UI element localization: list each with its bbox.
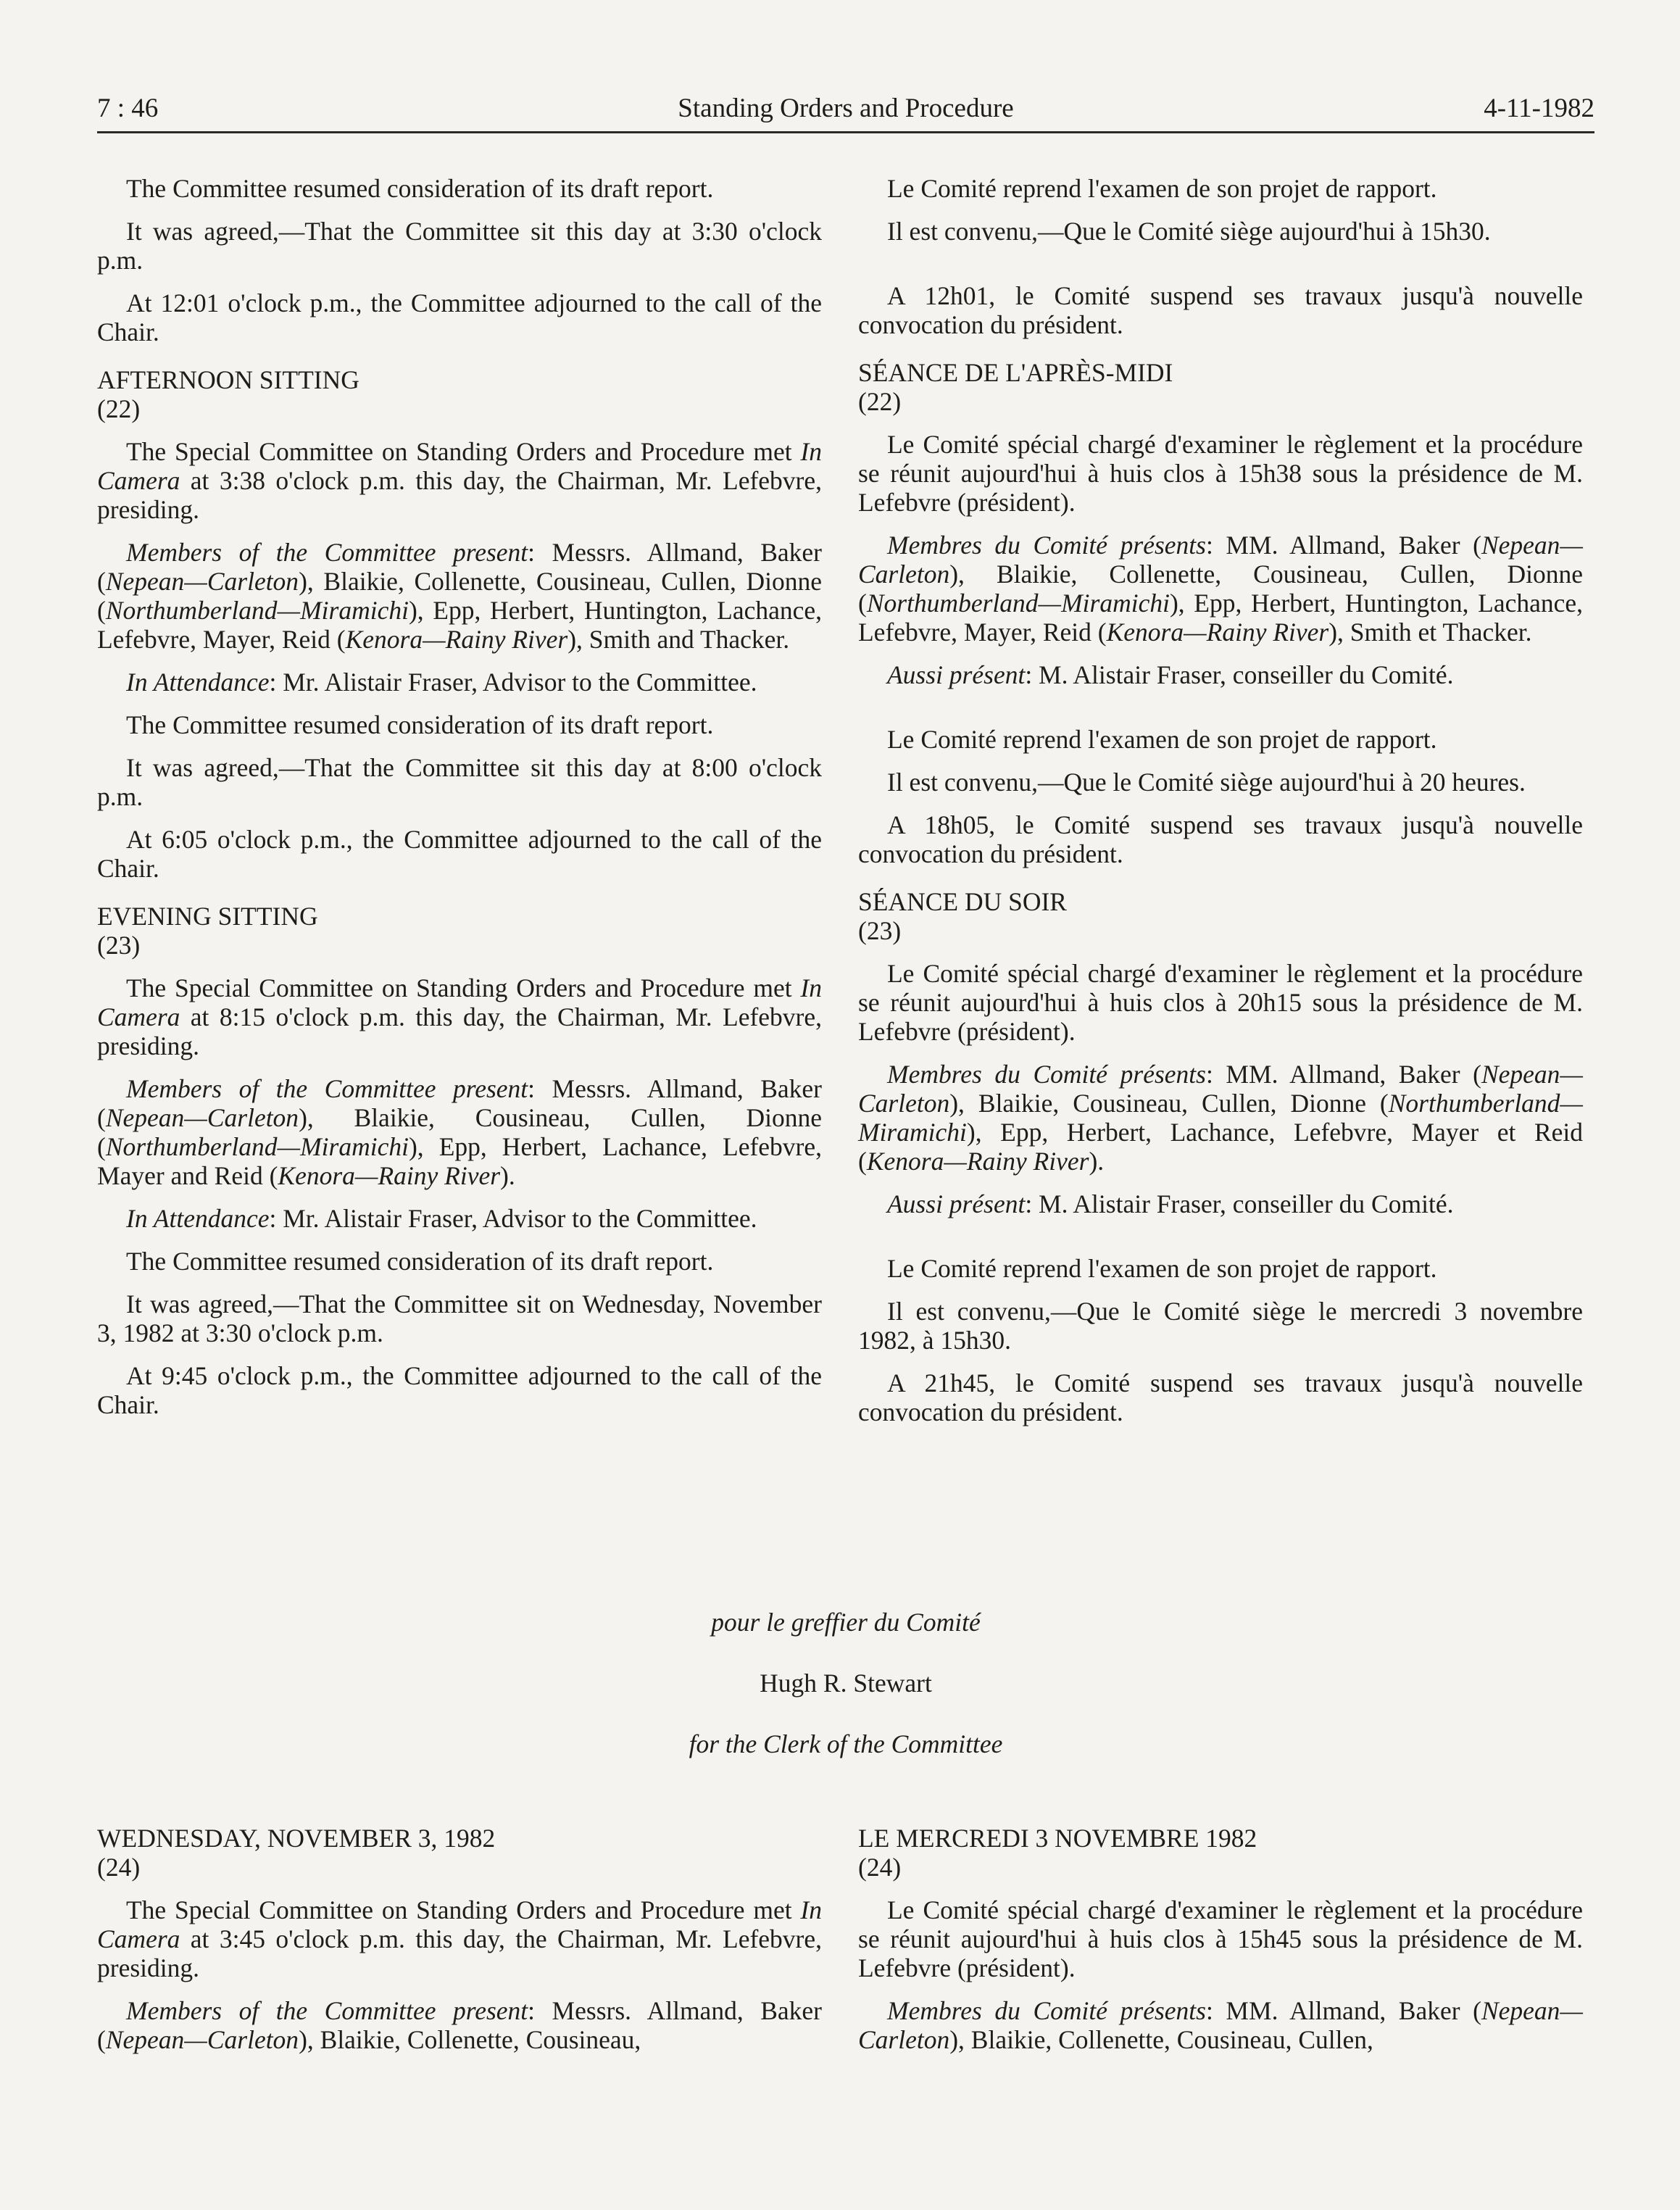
members-present: Membres du Comité présents: MM. Allmand, Baker (Nepean—Carleton), Blaikie, Collenette, Cousineau, Cullen, Dionne (Northumberland—Miramichi), Epp, Herbert, Huntington, Lachance, Lefebvre, Mayer, Reid (Kenora—Rainy River), Smith et Thacker.: [858, 531, 1583, 647]
sitting-number: (23): [97, 931, 141, 960]
paragraph: Le Comité spécial chargé d'examiner le règlement et la procédure se réunit aujourd'hui à huis clos à 15h45 sous la présidence de M. Lefebvre (président).: [858, 1895, 1583, 1982]
members-present: Membres du Comité présents: MM. Allmand, Baker (Nepean—Carleton), Blaikie, Collenette, Cousineau, Cullen,: [858, 1996, 1583, 2054]
in-attendance: In Attendance: Mr. Alistair Fraser, Advisor to the Committee.: [126, 1204, 757, 1233]
sitting-number: (24): [858, 1853, 902, 1882]
header-date: 4-11-1982: [1484, 94, 1594, 123]
paragraph: Il est convenu,—Que le Comité siège le mercredi 3 novembre 1982, à 15h30.: [858, 1297, 1583, 1355]
heading-text: AFTERNOON SITTING: [97, 365, 359, 394]
section-heading-wednesday: [97, 1824, 822, 1882]
paragraph: The Special Committee on Standing Orders and Procedure met In Camera at 3:45 o'clock p.m. this day, the Chairman, Mr. Lefebvre, presiding.: [97, 1895, 822, 1982]
section-heading-evening: [97, 902, 822, 960]
paragraph: At 6:05 o'clock p.m., the Committee adjourned to the call of the Chair.: [97, 825, 822, 883]
members-present: Members of the Committee present: Messrs. Allmand, Baker (Nepean—Carleton), Blaikie, Cousineau, Cullen, Dionne (Northumberland—Miramichi), Epp, Herbert, Lachance, Lefebvre, Mayer and Reid (Kenora—Rainy River).: [97, 1074, 822, 1190]
running-title: Standing Orders and Procedure: [678, 94, 1014, 123]
paragraph: It was agreed,—That the Committee sit this day at 3:30 o'clock p.m.: [97, 217, 822, 275]
paragraph: A 18h05, le Comité suspend ses travaux jusqu'à nouvelle convocation du président.: [858, 810, 1583, 868]
page-number: 7 : 46: [97, 94, 159, 123]
paragraph: Il est convenu,—Que le Comité siège aujourd'hui à 20 heures.: [887, 768, 1526, 797]
members-present: Membres du Comité présents: MM. Allmand, Baker (Nepean—Carleton), Blaikie, Cousineau, Cullen, Dionne (Northumberland—Miramichi), Epp, Herbert, Lachance, Lefebvre, Mayer et Reid (Kenora—Rainy River).: [858, 1060, 1583, 1176]
heading-text: WEDNESDAY, NOVEMBER 3, 1982: [97, 1824, 496, 1853]
signature-for-clerk-en: for the Clerk of the Committee: [689, 1729, 1003, 1758]
paragraph: Le Comité spécial chargé d'examiner le règlement et la procédure se réunit aujourd'hui à huis clos à 15h38 sous la présidence de M. Lefebvre (président).: [858, 430, 1583, 517]
heading-text: LE MERCREDI 3 NOVEMBRE 1982: [858, 1824, 1257, 1853]
signature-name: Hugh R. Stewart: [760, 1669, 932, 1698]
sitting-number: (22): [858, 387, 902, 416]
french-wednesday-section: [858, 1824, 1583, 2068]
paragraph: Le Comité spécial chargé d'examiner le règlement et la procédure se réunit aujourd'hui à huis clos à 20h15 sous la présidence de M. Lefebvre (président).: [858, 959, 1583, 1046]
paragraph: At 12:01 o'clock p.m., the Committee adjourned to the call of the Chair.: [97, 288, 822, 346]
english-wednesday-section: [97, 1824, 822, 2068]
heading-text: EVENING SITTING: [97, 902, 318, 931]
in-attendance: Aussi présent: M. Alistair Fraser, conseiller du Comité.: [887, 660, 1454, 689]
sitting-number: (22): [97, 394, 141, 423]
section-heading-wednesday: [858, 1824, 1583, 1882]
members-present: Members of the Committee present: Messrs. Allmand, Baker (Nepean—Carleton), Blaikie, Collenette, Cousineau,: [97, 1996, 822, 2054]
members-present: Members of the Committee present: Messrs. Allmand, Baker (Nepean—Carleton), Blaikie, Collenette, Cousineau, Cullen, Dionne (Northumberland—Miramichi), Epp, Herbert, Huntington, Lachance, Lefebvre, Mayer, Reid (Kenora—Rainy River), Smith and Thacker.: [97, 538, 822, 654]
paragraph: At 9:45 o'clock p.m., the Committee adjourned to the call of the Chair.: [97, 1361, 822, 1419]
paragraph: A 12h01, le Comité suspend ses travaux jusqu'à nouvelle convocation du président.: [858, 281, 1583, 339]
sitting-number: (23): [858, 916, 902, 945]
paragraph: It was agreed,—That the Committee sit this day at 8:00 o'clock p.m.: [97, 753, 822, 811]
paragraph: Le Comité reprend l'examen de son projet de rapport.: [887, 174, 1437, 203]
section-heading-evening: [858, 887, 1583, 945]
paragraph: The Special Committee on Standing Orders and Procedure met In Camera at 3:38 o'clock p.m. this day, the Chairman, Mr. Lefebvre, presiding.: [97, 437, 822, 524]
paragraph: Le Comité reprend l'examen de son projet de rapport.: [887, 725, 1437, 754]
french-column: [858, 174, 1583, 1440]
header-rule: [97, 131, 1594, 133]
heading-text: SÉANCE DE L'APRÈS-MIDI: [858, 358, 1173, 387]
paragraph: The Committee resumed consideration of its draft report.: [126, 710, 714, 739]
signature-for-clerk-fr: pour le greffier du Comité: [711, 1608, 981, 1637]
heading-text: SÉANCE DU SOIR: [858, 887, 1067, 916]
paragraph: The Committee resumed consideration of its draft report.: [126, 1247, 714, 1276]
section-heading-afternoon: [97, 365, 822, 423]
paragraph: Le Comité reprend l'examen de son projet de rapport.: [887, 1254, 1437, 1283]
paragraph: The Special Committee on Standing Orders and Procedure met In Camera at 8:15 o'clock p.m. this day, the Chairman, Mr. Lefebvre, presiding.: [97, 973, 822, 1060]
in-attendance: Aussi présent: M. Alistair Fraser, conseiller du Comité.: [887, 1189, 1454, 1218]
section-heading-afternoon: [858, 358, 1583, 416]
sitting-number: (24): [97, 1853, 141, 1882]
paragraph: The Committee resumed consideration of its draft report.: [126, 174, 714, 203]
in-attendance: In Attendance: Mr. Alistair Fraser, Advisor to the Committee.: [126, 668, 757, 697]
paragraph: It was agreed,—That the Committee sit on Wednesday, November 3, 1982 at 3:30 o'clock p.m.: [97, 1289, 822, 1347]
paragraph: A 21h45, le Comité suspend ses travaux jusqu'à nouvelle convocation du président.: [858, 1368, 1583, 1426]
english-column: [97, 174, 822, 1433]
paragraph: Il est convenu,—Que le Comité siège aujourd'hui à 15h30.: [887, 217, 1491, 246]
